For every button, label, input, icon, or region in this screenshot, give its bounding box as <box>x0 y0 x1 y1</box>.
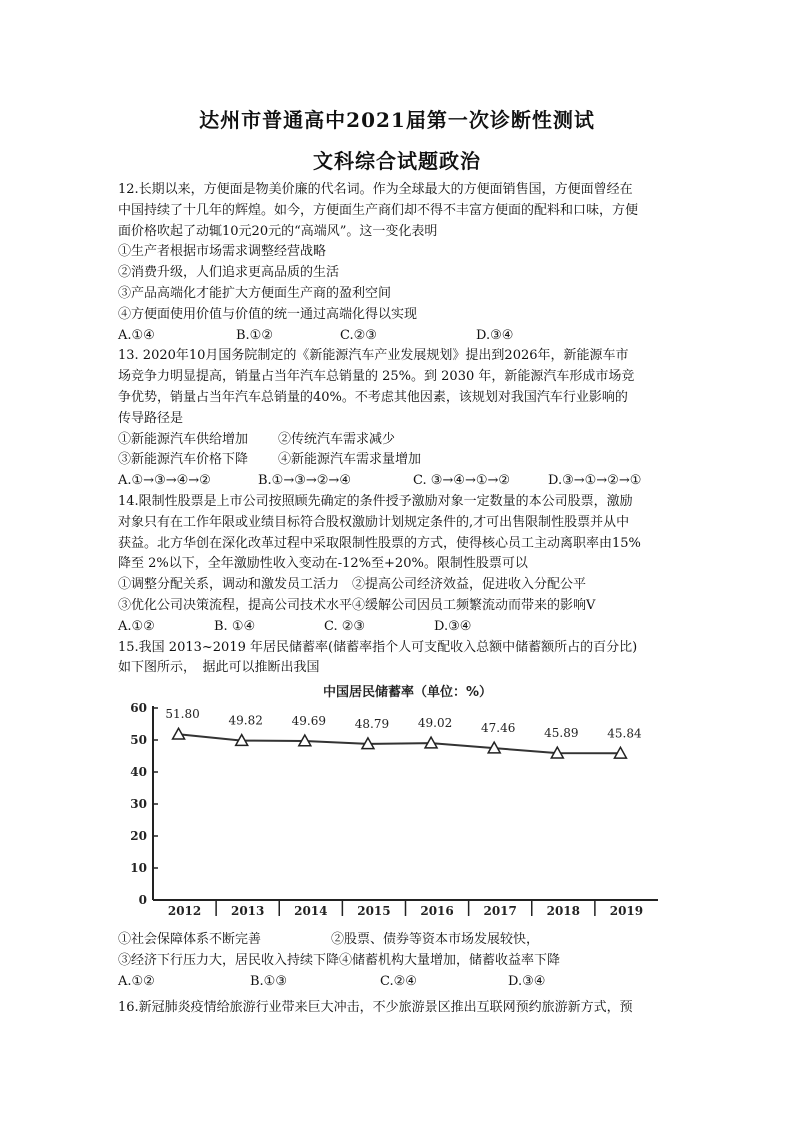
question-13-items-row <box>118 450 678 471</box>
y-tick-label: 0 <box>138 893 147 907</box>
y-tick-label: 50 <box>130 733 147 747</box>
question-12 <box>118 180 678 346</box>
savings-rate-chart-svg <box>118 680 663 920</box>
question-12-options <box>118 326 678 347</box>
data-label: 45.84 <box>607 726 642 741</box>
question-15-items-row <box>118 930 678 951</box>
question-13 <box>118 346 678 492</box>
option-a: A.①→③→④→② <box>118 473 211 489</box>
question-13-items-row <box>118 430 678 451</box>
x-tick-label: 2015 <box>357 904 391 918</box>
question-13-stem-line: 传导路径是 <box>118 410 184 426</box>
data-label: 51.80 <box>165 707 200 722</box>
question-15-items-row <box>118 951 678 972</box>
data-label: 49.82 <box>228 713 263 728</box>
question-13-item: ②传统汽车需求减少 <box>278 431 396 447</box>
x-tick-label: 2019 <box>609 904 644 918</box>
y-tick-label: 40 <box>130 765 147 779</box>
chart-title: 中国居民储蓄率（单位：%） <box>323 685 493 700</box>
question-14-stem-line: 14.限制性股票是上市公司按照顾先确定的条件授予激励对象一定数量的本公司股票，激励 <box>118 493 633 509</box>
option-b: B. ①④ <box>214 618 256 634</box>
option-d: D.③④ <box>476 327 514 343</box>
option-c: C. ②③ <box>324 618 366 634</box>
question-13-options <box>118 471 678 492</box>
x-tick-label: 2017 <box>483 904 517 918</box>
option-d: D.③→①→②→① <box>548 473 642 489</box>
question-13-stem-line: 争优势，销量占当年汽车总销量的40%。不考虑其他因素，该规划对我国汽车行业影响的 <box>118 389 628 405</box>
question-13-item: ④新能源汽车需求量增加 <box>278 452 422 468</box>
data-label: 45.89 <box>544 726 579 741</box>
exam-title: 达州市普通高中2021届第一次诊断性测试 <box>199 108 595 132</box>
question-12-stem-line: 面价格吹起了动辄10元20元的“高端风”。这一变化表明 <box>118 223 438 239</box>
question-12-item: ③产品高端化才能扩大方便面生产商的盈利空间 <box>118 285 392 301</box>
question-15-item: ①社会保障体系不断完善 <box>118 932 262 947</box>
savings-rate-chart <box>118 680 663 920</box>
question-15-item: ②股票、债券等资本市场发展较快， <box>331 932 540 947</box>
question-12-stem-line: 12.长期以来，方便面是物美价廉的代名词。作为全球最大的方便面销售国，方便面曾经在 <box>118 182 633 197</box>
data-point-marker <box>173 728 185 739</box>
question-14-item: ①调整分配关系，调动和激发员工活力 ②提高公司经济效益，促进收入分配公平 <box>118 577 587 593</box>
question-16-stem-line: 16.新冠肺炎疫情给旅游行业带来巨大冲击，不少旅游景区推出互联网预约旅游新方式，预 <box>118 1000 633 1016</box>
question-14 <box>118 492 678 638</box>
question-13-stem-line: 场竞争力明显提高，销量占当年汽车总销量的 25%。到 2030 年，新能源汽车形成市场竞 <box>118 369 635 385</box>
x-tick-label: 2013 <box>230 904 265 918</box>
option-b: B.①→③→②→④ <box>258 473 351 489</box>
x-tick-label: 2018 <box>546 904 581 918</box>
question-15 <box>118 638 678 680</box>
data-label: 48.79 <box>354 716 390 731</box>
question-15-stem-line: 15.我国 2013~2019 年居民储蓄率(储蓄率指个人可支配收入总额中储蓄额所占的百分比) <box>118 639 638 655</box>
y-tick-label: 30 <box>130 797 147 811</box>
option-d: D.③④ <box>434 618 472 634</box>
data-label: 49.02 <box>417 716 453 731</box>
exam-subtitle: 文科综合试题政治 <box>313 149 481 173</box>
question-12-item: ②消费升级，人们追求更高品质的生活 <box>118 265 340 281</box>
y-tick-label: 10 <box>130 861 147 875</box>
option-a: A.①② <box>118 973 155 989</box>
question-12-item: ①生产者根据市场需求调整经营战略 <box>118 244 327 260</box>
question-13-item: ①新能源汽车供给增加 <box>118 431 249 447</box>
option-c: C.②④ <box>380 973 417 989</box>
data-label: 47.46 <box>481 721 516 736</box>
question-13-stem-line: 13. 2020年10月国务院制定的《新能源汽车产业发展规划》提出到2026年，新能源车市 <box>118 348 629 364</box>
question-14-stem-line: 降至 2%以下，全年激励性收入变动在-12%至+20%。限制性股票可以 <box>118 556 528 572</box>
question-14-item: ③优化公司决策流程，提高公司技术水平④缓解公司因员工频繁流动而带来的影响V <box>118 597 596 613</box>
option-a: A.①④ <box>118 327 155 343</box>
question-13-item: ③新能源汽车价格下降 <box>118 452 249 468</box>
question-15-item: ④储蓄机构大量增加，储蓄收益率下降 <box>339 952 561 968</box>
question-14-stem-line: 获益。北方华创在深化改革过程中采取限制性股票的方式，使得核心员工主动离职率由15% <box>118 535 641 551</box>
option-b: B.①② <box>236 327 273 343</box>
option-d: D.③④ <box>508 973 546 989</box>
x-tick-label: 2016 <box>420 904 454 918</box>
option-c: C. ③→④→①→② <box>413 473 511 489</box>
data-label: 49.69 <box>291 713 326 728</box>
y-tick-label: 60 <box>130 701 147 715</box>
question-14-stem-line: 对象只有在工作年限或业绩目标符合股权激励计划规定条件的,才可出售限制性股票并从中 <box>118 514 630 530</box>
x-tick-label: 2014 <box>294 904 328 918</box>
question-14-options <box>118 617 678 638</box>
question-content <box>118 180 678 679</box>
question-15-answers <box>118 930 678 1019</box>
question-15-item: ③经济下行压力大，居民收入持续下降 <box>118 952 340 968</box>
question-15-stem-line: 如下图所示， 据此可以推断出我国 <box>118 660 320 676</box>
option-a: A.①② <box>118 618 155 634</box>
question-15-options <box>118 972 678 993</box>
x-tick-label: 2012 <box>167 904 202 918</box>
question-12-item: ④方便面使用价值与价值的统一通过高端化得以实现 <box>118 306 418 322</box>
question-12-stem-line: 中国持续了十几年的辉煌。如今，方便面生产商们却不得不丰富方便面的配料和口味，方便 <box>118 202 639 218</box>
y-tick-label: 20 <box>130 829 147 843</box>
option-b: B.①③ <box>250 973 287 989</box>
option-c: C.②③ <box>340 327 377 343</box>
